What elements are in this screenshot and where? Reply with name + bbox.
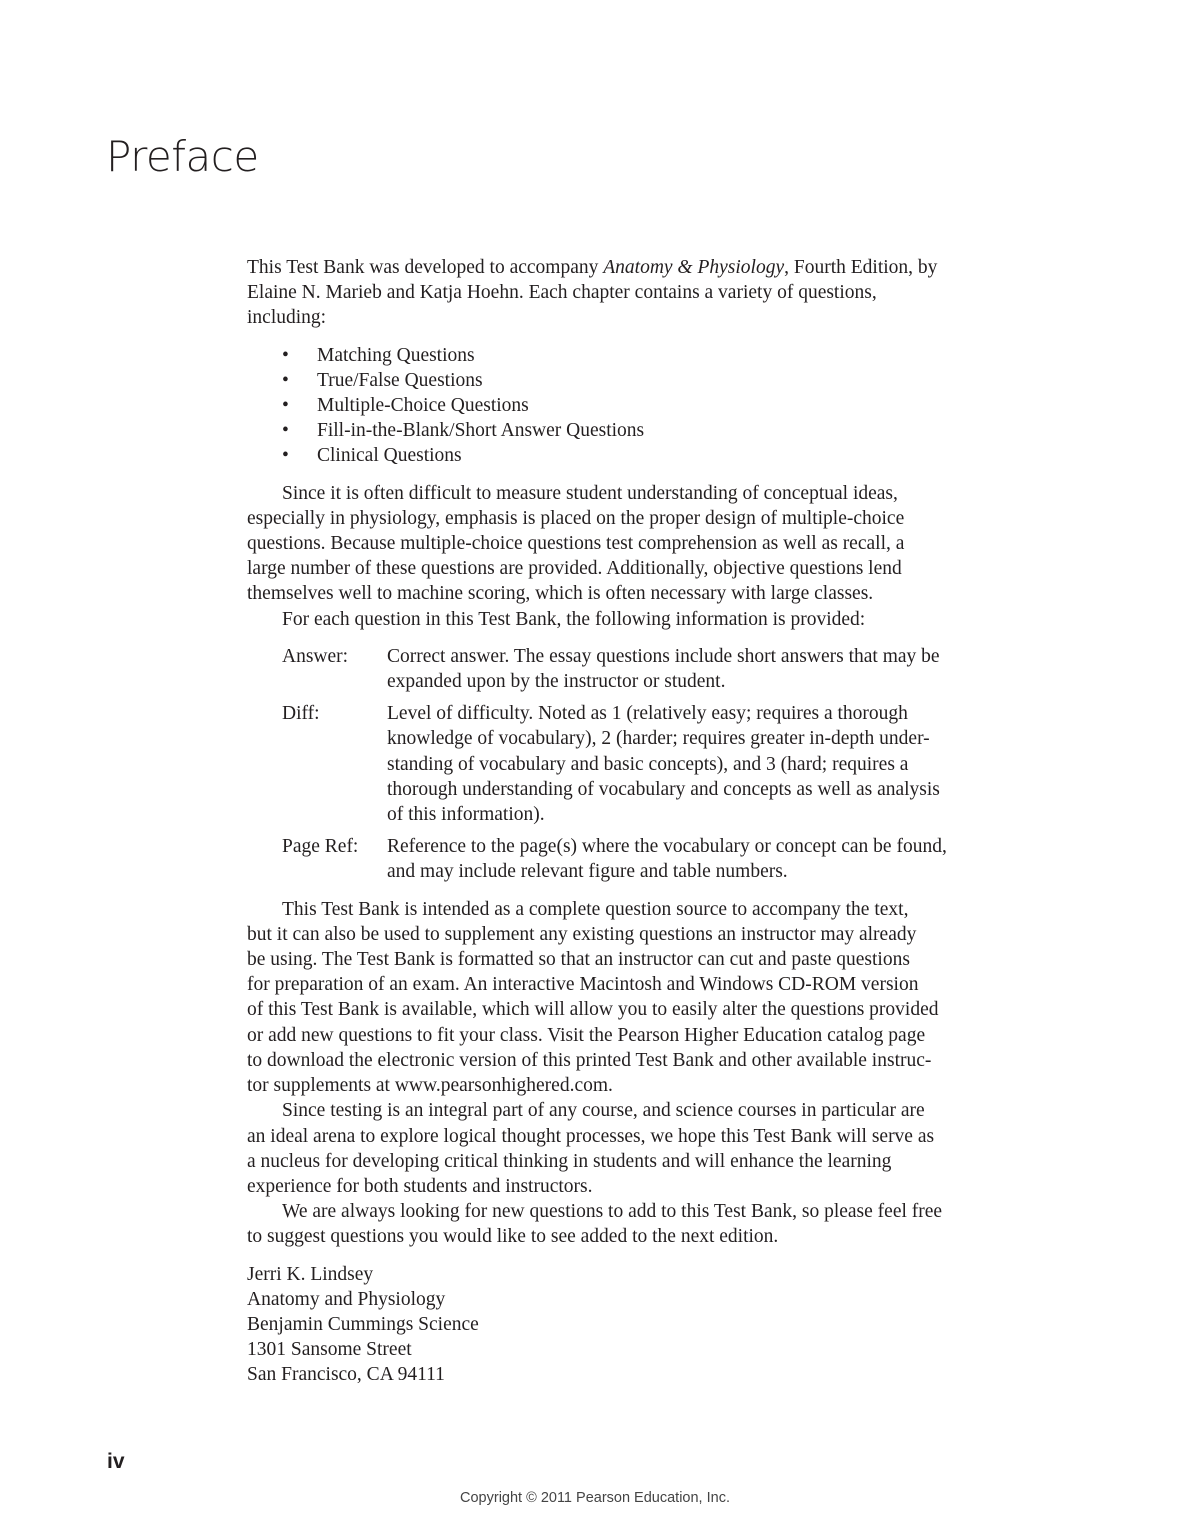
text-line: For each question in this Test Bank, the following information is provided: — [282, 608, 866, 630]
text-line: an ideal arena to explore logical thought processes, we hope this Test Bank will serve as — [247, 1125, 935, 1147]
page-title: Preface — [106, 132, 259, 181]
bullet-icon: • — [282, 445, 289, 467]
definition-description — [387, 644, 940, 694]
paragraph-purpose — [247, 897, 1027, 1099]
text-line: experience for both students and instructors. — [247, 1175, 593, 1197]
question-type-list — [247, 343, 1027, 469]
definition-description — [387, 701, 940, 827]
definition-term: Diff: — [282, 703, 320, 725]
text-line: expanded upon by the instructor or student. — [387, 671, 726, 693]
intro-paragraph — [247, 255, 1027, 331]
list-item-label: Matching Questions — [317, 344, 475, 366]
text-line: including: — [247, 307, 327, 329]
list-item-label: Fill-in-the-Blank/Short Answer Questions — [317, 420, 645, 442]
text-line: Jerri K. Lindsey — [247, 1263, 374, 1285]
bullet-icon: • — [282, 344, 289, 366]
list-item — [247, 418, 1027, 443]
definition-description — [387, 834, 947, 884]
text-line: Level of difficulty. Noted as 1 (relatively easy; requires a thorough — [387, 703, 908, 725]
page-number: iv — [107, 1450, 125, 1473]
text-line: Since it is often difficult to measure student understanding of conceptual ideas, — [282, 482, 898, 504]
list-item-label: Clinical Questions — [317, 445, 462, 467]
text-line: to download the electronic version of this printed Test Bank and other available instruc- — [247, 1049, 932, 1071]
bullet-icon: • — [282, 369, 289, 391]
text-line: especially in physiology, emphasis is placed on the proper design of multiple-choice — [247, 507, 905, 529]
text-line: a nucleus for developing critical thinking in students and will enhance the learning — [247, 1150, 892, 1172]
paragraph-info-provided — [247, 607, 1027, 632]
text-line: 1301 Sansome Street — [247, 1339, 412, 1361]
text-line: thorough understanding of vocabulary and concepts as well as analysis — [387, 778, 940, 800]
intro-text: This Test Bank was developed to accompany — [247, 257, 604, 278]
text-line: Since testing is an integral part of any course, and science courses in particular are — [282, 1100, 925, 1122]
text-line: Elaine N. Marieb and Katja Hoehn. Each chapter contains a variety of questions, — [247, 282, 877, 304]
text-line: or add new questions to fit your class. Visit the Pearson Higher Education catalog page — [247, 1024, 926, 1046]
paragraph-suggestions — [247, 1199, 1027, 1249]
list-item — [247, 368, 1027, 393]
paragraph-measurement — [247, 481, 1027, 607]
intro-text: , Fourth Edition, by — [784, 257, 938, 278]
text-line: standing of vocabulary and basic concepts), and 3 (hard; requires a — [387, 753, 909, 775]
preface-body — [247, 255, 1027, 1388]
text-line: Reference to the page(s) where the vocabulary or concept can be found, — [387, 836, 947, 858]
text-line: San Francisco, CA 94111 — [247, 1364, 445, 1386]
text-line: and may include relevant figure and table numbers. — [387, 861, 788, 883]
list-item-label: Multiple-Choice Questions — [317, 395, 529, 417]
definition-item — [282, 701, 1027, 827]
text-line: large number of these questions are provided. Additionally, objective questions lend — [247, 558, 902, 580]
list-item — [247, 343, 1027, 368]
list-item — [247, 393, 1027, 418]
list-item — [247, 443, 1027, 468]
text-line: tor supplements at www.pearsonhighered.com. — [247, 1075, 613, 1097]
list-item-label: True/False Questions — [317, 369, 483, 391]
text-line: knowledge of vocabulary), 2 (harder; requires greater in-depth under- — [387, 728, 930, 750]
text-line: of this Test Bank is available, which will allow you to easily alter the questions provided — [247, 999, 939, 1021]
text-line: questions. Because multiple-choice questions test comprehension as well as recall, a — [247, 533, 905, 555]
text-line: This Test Bank is intended as a complete question source to accompany the text, — [282, 898, 909, 920]
text-line: but it can also be used to supplement any existing questions an instructor may already — [247, 923, 917, 945]
text-line: to suggest questions you would like to see added to the next edition. — [247, 1226, 779, 1248]
bullet-icon: • — [282, 420, 289, 442]
text-line: themselves well to machine scoring, which is often necessary with large classes. — [247, 583, 874, 605]
text-line: of this information). — [387, 804, 545, 826]
book-title: Anatomy & Physiology — [603, 257, 785, 278]
definition-item — [282, 834, 1027, 884]
definition-item — [282, 644, 1027, 694]
signature-block — [247, 1262, 1027, 1388]
text-line: Benjamin Cummings Science — [247, 1313, 479, 1335]
copyright-notice: Copyright © 2011 Pearson Education, Inc. — [460, 1490, 730, 1506]
paragraph-testing — [247, 1098, 1027, 1199]
definition-list — [282, 644, 1027, 885]
intro-lines — [247, 280, 1027, 330]
text-line: Anatomy and Physiology — [247, 1288, 446, 1310]
text-line: We are always looking for new questions to add to this Test Bank, so please feel free — [282, 1201, 943, 1223]
text-line: be using. The Test Bank is formatted so that an instructor can cut and paste questions — [247, 949, 910, 971]
definition-term: Page Ref: — [282, 836, 359, 858]
text-line: Correct answer. The essay questions include short answers that may be — [387, 645, 940, 667]
definition-term: Answer: — [282, 645, 349, 667]
bullet-icon: • — [282, 395, 289, 417]
text-line: for preparation of an exam. An interactive Macintosh and Windows CD-ROM version — [247, 974, 919, 996]
